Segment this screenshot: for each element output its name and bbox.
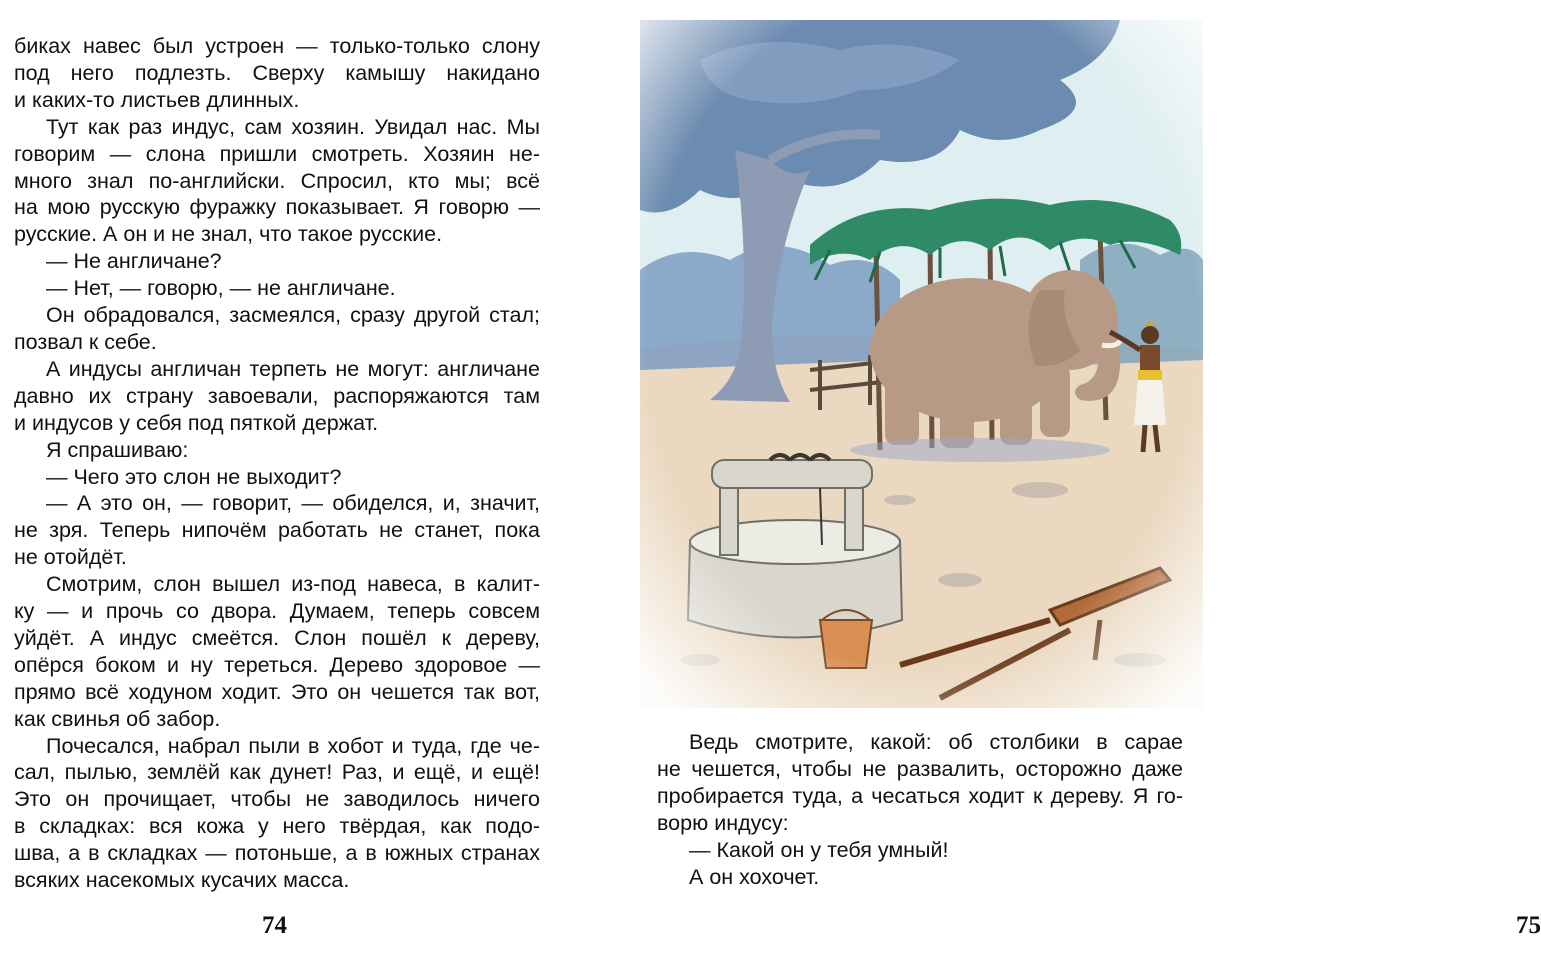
text-line: А индусы англичан терпеть не могут: англичане (46, 356, 540, 381)
text-line: прямо всё ходуном ходит. Это он чешется так вот, (14, 679, 540, 704)
text-line: Тут как раз индус, сам хозяин. Увидал нас. Мы (46, 114, 540, 139)
text-line: — А это он, — говорит, — обиделся, и, значит, (46, 491, 540, 516)
text-line: в складках: вся кожа у него твёрдая, как подо- (14, 814, 540, 839)
text-line: не чешется, чтобы не развалить, осторожно даже (657, 756, 1183, 781)
text-line: Почесался, набрал пыли в хобот и туда, где че- (46, 733, 540, 758)
text-line: Ведь смотрите, какой: об столбики в сарае (689, 730, 1183, 754)
left-page (0, 0, 600, 956)
text-line: говорим — слона пришли смотреть. Хозяин не- (14, 141, 540, 166)
text-line: опёрся боком и ну тереться. Дерево здоровое — (14, 652, 540, 677)
text-line: пробирается туда, а чесаться ходит к дереву. Я го- (657, 783, 1183, 808)
text-line: всяких насекомых кусачих масса. (14, 868, 350, 893)
text-line: русские. А он и не знал, что такое русские. (14, 222, 443, 247)
text-line: давно их страну завоевали, распоряжаются там (14, 383, 540, 408)
text-line: сал, пылью, землёй как дунет! Раз, и ещё, и ещё! (14, 760, 540, 785)
text-line: — Какой он у тебя умный! (689, 837, 949, 862)
text-line: ку — и прочь со двора. Думаем, теперь совсем (14, 599, 540, 624)
text-line: много знал по-английски. Спросил, кто мы; всё (14, 168, 540, 193)
text-line: биках навес был устроен — только-только слону (14, 34, 540, 58)
text-line: не зря. Теперь нипочём работать не станет, пока (14, 518, 540, 543)
text-line: Смотрим, слон вышел из-под навеса, в калит- (46, 572, 540, 597)
text-line: Он обрадовался, засмеялся, сразу другой стал; (46, 303, 540, 328)
text-line: — Чего это слон не выходит? (46, 464, 342, 489)
text-line: и каких-то листьев длинных. (14, 87, 300, 112)
text-line: шва, а в складках — потоньше, а в южных странах (14, 841, 540, 866)
text-line: — Нет, — говорю, — не англичане. (46, 276, 396, 301)
text-line: Я спрашиваю: (46, 437, 189, 462)
left-page-text (14, 33, 540, 894)
left-page-number: 74 (262, 912, 287, 939)
text-line: — Не англичане? (46, 249, 222, 274)
text-line: под него подлезть. Сверху камышу накидано (14, 60, 540, 85)
text-line: Это он прочищает, чтобы не заводилось ничего (14, 787, 540, 812)
text-line: ворю индусу: (657, 810, 789, 835)
text-line: уйдёт. А индус смеётся. Слон пошёл к дереву, (14, 625, 540, 650)
elephant-illustration (640, 20, 1203, 708)
text-line: не отойдёт. (14, 545, 127, 570)
text-line: как свинья об забор. (14, 706, 221, 731)
right-page-number: 75 (1516, 912, 1541, 939)
text-line: на мою русскую фуражку показывает. Я говорю — (14, 195, 540, 220)
text-line: позвал к себе. (14, 329, 157, 354)
text-line: и индусов у себя под пяткой держат. (14, 410, 379, 435)
text-line: А он хохочет. (689, 864, 820, 889)
right-page-text (657, 729, 1183, 890)
